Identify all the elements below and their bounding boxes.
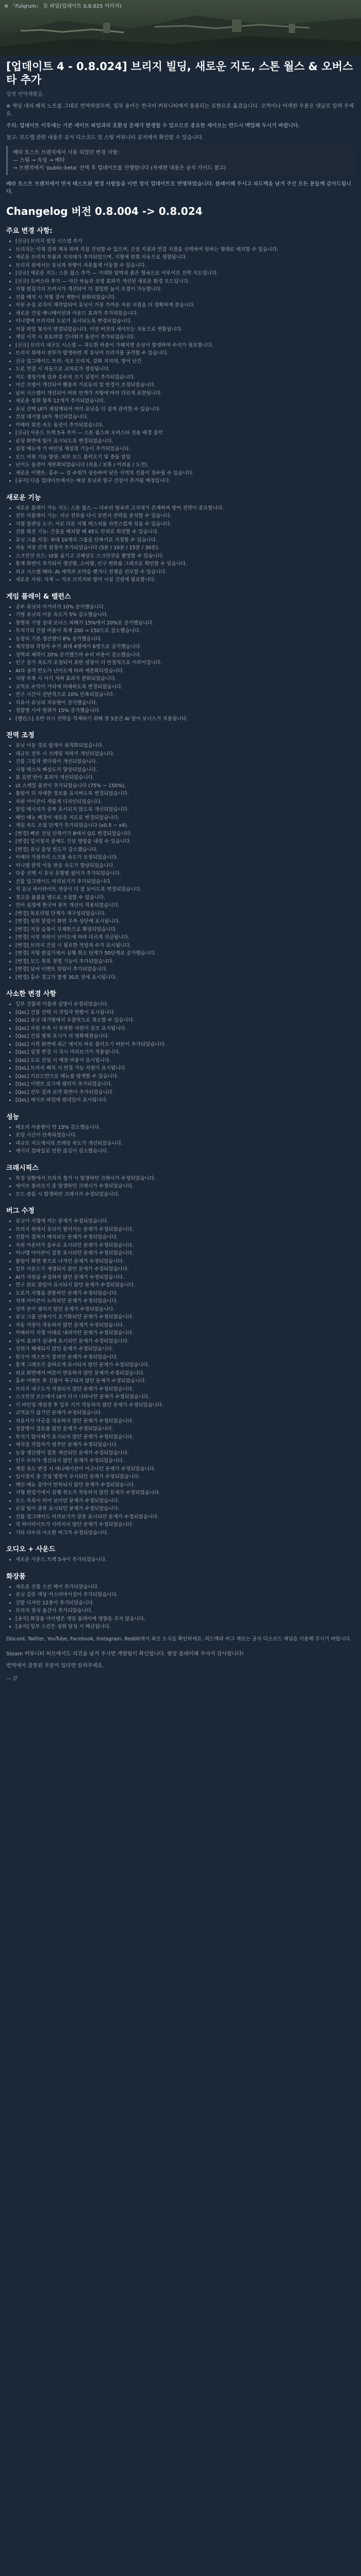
list-item: • [신규] 사운드 트랙 5곡 추가 — 스톤 월스와 오버스타 전용 배경 음악 — [15, 430, 355, 437]
list-item: • 건설 대기열 UI가 개선되었습니다. — [15, 414, 355, 421]
list-item: • 유닛 이동 경로 탐색이 최적화되었습니다. — [15, 742, 355, 750]
list-item: • 브리지 위에서 유닛이 떨어지는 문제가 수정되었습니다. — [15, 1226, 355, 1233]
list-item: • 브리지 내구도가 저장되지 않던 문제가 수정되었습니다. — [15, 1386, 355, 1393]
list-item: • [밸런스] 초반 러시 전략을 억제하기 위해 첫 5분간 AI 방어 보너스가 적용됩니다. — [15, 716, 355, 723]
list-item: • [QoL] 자원 부족 시 부족한 자원이 강조 표시됩니다. — [15, 1025, 355, 1032]
list-item: • 게임 속도 조절 단계가 추가되었습니다 (x0.5 ~ x4). — [15, 822, 355, 829]
list-item: • 도로가 지형을 관통하던 문제가 수정되었습니다. — [15, 1290, 355, 1297]
list-item: • [변경] 저장 슬롯이 무제한으로 확장되었습니다. — [15, 926, 355, 934]
hero-banner — [0, 0, 361, 56]
list-item: • 건물 업그레이드 미리보기가 추가되었습니다. — [15, 878, 355, 886]
list-item: • 새로운 브리지 부품과 지지대가 추가되었으며, 지형에 맞춰 자동으로 정렬됩니다. — [15, 254, 355, 261]
list-item: • 유닛 그룹 단축키가 초기화되던 문제가 수정되었습니다. — [15, 1314, 355, 1321]
list-item: • 건물 그림자 렌더링이 개선되었습니다. — [15, 758, 355, 766]
list-item: • 미니맵에 브리지와 도로가 표시되도록 변경되었습니다. — [15, 318, 355, 325]
list-item: • [신규] 브리지 빌딩 시스템 추가 — [15, 238, 355, 245]
list-item: • 경고음 볼륨을 별도로 조절할 수 있습니다. — [15, 894, 355, 902]
list-item: • AI가 자원을 수집하지 않던 문제가 수정되었습니다. — [15, 1274, 355, 1281]
list-item: • [QoL] 시작 화면에 최근 세이브 바로 불러오기 버튼이 추가되었습니다. — [15, 1041, 355, 1048]
section-heading: 게임 플레이 & 밸런스 — [6, 592, 71, 601]
list-item: • 지형 편집기에서 실행 취소가 작동하지 않던 문제가 수정되었습니다. — [15, 1489, 355, 1497]
list-item: • 채석장의 작업자 수가 최대 4명에서 6명으로 증가했습니다. — [15, 643, 355, 651]
list-item: • 게임 속도 변경 시 애니메이션이 어긋나던 문제가 수정되었습니다. — [15, 1466, 355, 1473]
outro-paragraph-2: 번역에서 잘못된 부분이 있다면 알려주세요. — [6, 1663, 104, 1669]
list-item: • 창병의 기병 상대 보너스 피해가 15%에서 20%로 증가했습니다. — [15, 620, 355, 627]
list-item: • 자동 저장이 작동하지 않던 문제가 수정되었습니다. — [15, 1322, 355, 1329]
list-item: • 카메라 가장자리 스크롤 속도가 조정되었습니다. — [15, 854, 355, 861]
section-list — [6, 1175, 355, 1198]
list-item: • 연구 시간이 전반적으로 10% 단축되었습니다. — [15, 691, 355, 699]
list-item: • 난이도 옵션이 세분화되었습니다 (쉬움 / 보통 / 어려움 / 도전). — [15, 462, 355, 469]
list-item: • 메인 메뉴 음악이 반복되지 않던 문제가 수정되었습니다. — [15, 1482, 355, 1489]
list-item: • 유닛 선택 UI가 재설계되어 여러 유닛을 더 쉽게 관리할 수 있습니다. — [15, 406, 355, 413]
list-item: • 교역로 수익이 거리에 비례하도록 변경되었습니다. — [15, 684, 355, 691]
list-item: • 새로운 사운드 트랙 5곡이 추가되었습니다. — [15, 1556, 355, 1564]
list-item: • [QoL] 키보드만으로 메뉴를 탐색할 수 있습니다. — [15, 1073, 355, 1080]
list-item: • 메인 메뉴 배경이 새로운 지도로 변경되었습니다. — [15, 815, 355, 822]
list-item: • 채석장 작업자가 멈추던 문제가 수정되었습니다. — [15, 1442, 355, 1449]
list-item: • 새로운 건설 애니메이션과 사운드 효과가 추가되었습니다. — [15, 310, 355, 317]
list-item: • 키 바인딩 재설정 후 일부 키가 작동하지 않던 문제가 수정되었습니다. — [15, 1402, 355, 1409]
list-item: • 스크린샷 모드에서 UI가 다시 나타나던 문제가 수정되었습니다. — [15, 1394, 355, 1401]
section-list — [6, 505, 355, 584]
hero-caption: ※ 「Fulqrum」 등 파일(업데이트 0.8.025 이미지) — [4, 4, 122, 9]
list-item: • 건물 회전 기능: 건물을 배치할 때 45도 단위로 회전할 수 있습니다. — [15, 529, 355, 536]
list-item: • 기타 다수의 사소한 버그가 수정되었습니다. — [15, 1530, 355, 1537]
list-item: • 성취가 해제되지 않던 문제가 수정되었습니다. — [15, 1346, 355, 1353]
list-item: • 농장의 기본 생산량이 8% 증가했습니다. — [15, 636, 355, 643]
changelog-sections — [6, 225, 355, 1631]
list-item: • 로딩 팁이 중복 표시되던 문제가 수정되었습니다. — [15, 1505, 355, 1513]
list-item: • 교역로가 끊기던 문제가 수정되었습니다. — [15, 1410, 355, 1417]
changelog-title: Changelog 버전 0.8.004 -> 0.8.024 — [6, 205, 203, 217]
list-item: • 유닛이 지형에 끼는 문제가 수정되었습니다. — [15, 1218, 355, 1225]
list-item: • 일시정지 중 건설 명령이 무시되던 문제가 수정되었습니다. — [15, 1473, 355, 1481]
section-heading: 버그 수정 — [6, 1207, 35, 1215]
list-item: • UI 스케일 옵션이 추가되었습니다 (75% ~ 150%). — [15, 783, 355, 790]
list-item: • 대규모 지도에서의 프레임 속도가 개선되었습니다. — [15, 1140, 355, 1147]
list-item: • [공지] 일부 스킨은 성취 달성 시 해금됩니다. — [15, 1623, 355, 1631]
list-item: • 전투 리플레이 기능: 지난 전투를 다시 보면서 전략을 분석할 수 있습니다. — [15, 513, 355, 520]
list-item: • [QoL] 이벤트 로그에 필터가 추가되었습니다. — [15, 1081, 355, 1088]
section-heading: 오디오 + 사운드 — [6, 1546, 56, 1553]
list-item: • [QoL] 도로 건설 시 예상 비용이 표시됩니다. — [15, 1057, 355, 1064]
list-item: • [변경] 유닛 음성 빈도가 감소했습니다. — [15, 846, 355, 854]
list-item: • [QoL] 건설 범위 표시가 더 명확해졌습니다. — [15, 1033, 355, 1040]
section-heading: 크래시픽스 — [6, 1164, 39, 1172]
outro-paragraph: Steam 커뮤니티 허브에서도 의견을 남겨 주시면 개발팀이 확인합니다. 항상 플레이해 주셔서 감사합니다! — [6, 1651, 244, 1657]
list-item: • 저장 파일 형식이 변경되었습니다. 이전 버전의 세이브는 자동으로 변환됩니다. — [15, 326, 355, 333]
list-item: • 모드 목록이 비어 보이던 문제가 수정되었습니다. — [15, 1498, 355, 1505]
list-item: • 카메라가 지형 아래로 내려가던 문제가 수정되었습니다. — [15, 1330, 355, 1337]
list-item: • 농장 생산량이 잘못 계산되던 문제가 수정되었습니다. — [15, 1450, 355, 1457]
list-item: • 궁수 유닛의 사거리가 10% 증가했습니다. — [15, 604, 355, 611]
intro-paragraph-2: 주의: 업데이트 이후에는 기존 세이브 파일과의 호환성 문제가 발생할 수 있으므로 중요한 세이브는 반드시 백업해 두시기 바랍니다. — [6, 123, 300, 129]
notice-line-2: — 스팀 → 속성 → 베타 — [13, 158, 65, 163]
list-item: • [변경] 튜토리얼 단계가 재구성되었습니다. — [15, 910, 355, 918]
list-item: • 적 하이라이트가 사라지지 않던 문제가 수정되었습니다. — [15, 1521, 355, 1529]
list-item: • 성벽 문이 열리지 않던 문제가 수정되었습니다. — [15, 1306, 355, 1313]
list-item: • 날씨 시스템이 개선되어 비와 안개가 지형에 따라 다르게 표현됩니다. — [15, 390, 355, 397]
notice-line-3: → 브랜치에서 ‘public-beta’ 선택 후 업데이트를 진행합니다 (자세한 내용은 공식 가이드 참고) — [13, 165, 226, 171]
list-item: • 자원 수집 로직이 재작업되어 유닛이 가장 가까운 자원 지점을 더 정확하게 찾습니다. — [15, 302, 355, 309]
list-item: • 새로운 플레이 가능 지도: 스톤 월스 — 다수의 협곡과 고지대가 존재하며 방어 전략이 중요합니다. — [15, 505, 355, 512]
author-signoff: — 끝 — [6, 1675, 18, 1682]
list-item: • 카메라 회전 속도 옵션이 추가되었습니다. — [15, 422, 355, 429]
list-item: • 툴팁이 더 자세한 정보를 표시하도록 변경되었습니다. — [15, 790, 355, 798]
list-item: • 특정 상황에서 브리지 철거 시 발생하던 크래시가 수정되었습니다. — [15, 1175, 355, 1182]
list-item: • 날씨 효과가 실내에 표시되던 문제가 수정되었습니다. — [15, 1338, 355, 1345]
list-item: • 새로운 자원: 석재 — 석조 브리지와 방어 시설 건설에 필요합니다. — [15, 577, 355, 584]
list-item: • 세이브 불러오기 중 발생하던 크래시가 수정되었습니다. — [15, 1183, 355, 1190]
list-item: • 건물 배치 시 지형 경사 제한이 완화되었습니다. — [15, 294, 355, 301]
list-item: • 지형 텍스처 해상도가 향상되었습니다. — [15, 767, 355, 774]
section-list — [6, 1124, 355, 1155]
list-item: • 건물 업그레이드 미리보기가 잘못 표시되던 문제가 수정되었습니다. — [15, 1514, 355, 1521]
list-item: • 유닛 갑옷 색상 커스터마이징이 추가되었습니다. — [15, 1591, 355, 1599]
section-heading: 주요 변경 사항: — [6, 227, 53, 235]
list-item: • 신규 업그레이드 트리: 석조 브리지, 강화 지지대, 방어 난간 — [15, 358, 355, 365]
list-item: • 새로운 건물 스킨 팩이 추가되었습니다. — [15, 1584, 355, 1591]
list-item: • 언어 설정에 한국어 폰트 개선이 적용되었습니다. — [15, 902, 355, 909]
list-item: • [변경] 지형 편집기에서 실행 취소 단계가 50단계로 증가했습니다. — [15, 950, 355, 957]
list-item: • 새로운 이벤트: 홍수 — 강 수위가 상승하여 낮은 지역의 건물이 침수될 수 있습니다. — [15, 470, 355, 477]
list-item: • 외교 시스템 베타: AI 세력과 조약을 맺거나 전쟁을 선포할 수 있습니다. — [15, 569, 355, 576]
list-item: • 브리지 위에서는 유닛과 차량이 자유롭게 이동할 수 있습니다. — [15, 262, 355, 269]
list-item: • [QoL] 건물 선택 시 작업자 현황이 표시됩니다. — [15, 1009, 355, 1016]
article-title: [업데이트 4 - 0.8.024] 브리지 빌딩, 새로운 지도, 스톤 월스 & 오버스타 추가 — [6, 60, 353, 86]
list-item: • 자동 저장 간격 설정이 추가되었습니다 (5분 / 10분 / 15분 / 30분). — [15, 545, 355, 552]
notice-line-1: 베타 토스트 브랜치에서 사용 되었던 변경 사항: — [13, 150, 119, 156]
article-body — [0, 56, 361, 1682]
list-item: • 투석기의 건설 비용이 목재 200 → 150으로 감소했습니다. — [15, 628, 355, 635]
section-list — [6, 1001, 355, 1104]
intro-paragraph-3: 참고: 로드맵 관련 내용은 공식 디스코드 및 스팀 커뮤니티 공지에서 확인할 수 있습니다. — [6, 135, 204, 141]
list-item: • [QoL] 브리지 배치 시 연결 가능 지점이 표시됩니다. — [15, 1065, 355, 1072]
list-item: • 지형 편집기의 브러시가 개선되어 더 정밀한 높이 조절이 가능합니다. — [15, 286, 355, 293]
list-item: • 적 유닛 하이라이트 색상이 더 잘 보이도록 변경되었습니다. — [15, 886, 355, 893]
list-item: • 기병 유닛의 이동 속도가 5% 감소했습니다. — [15, 612, 355, 619]
section-heading: 전역 조정 — [6, 732, 35, 739]
list-item: • 물 표면 반사 효과가 개선되었습니다. — [15, 774, 355, 782]
list-item: • 새로운 성취 항목 12개가 추가되었습니다. — [15, 398, 355, 405]
list-item: • 지도 생성기에 강과 호수의 크기 설정이 추가되었습니다. — [15, 374, 355, 381]
list-item: • 연구 완료 알림이 표시되지 않던 문제가 수정되었습니다. — [15, 1282, 355, 1289]
list-item: • 일부 사운드가 재생되지 않던 문제가 수정되었습니다. — [15, 1266, 355, 1273]
list-item: • 자원 아이콘이 새롭게 디자인되었습니다. — [15, 799, 355, 806]
section-list — [6, 1556, 355, 1564]
list-item: • 치유사가 아군을 치유하지 않던 문제가 수정되었습니다. — [15, 1418, 355, 1425]
list-item: • 툴팁이 화면 밖으로 나가던 문제가 수정되었습니다. — [15, 1258, 355, 1265]
list-item: • 설정 메뉴에 키 바인딩 재설정 기능이 추가되었습니다. — [15, 446, 355, 453]
list-item: • 브리지 장식 옵션이 추가되었습니다. — [15, 1607, 355, 1615]
list-item: • [변경] 날씨 이벤트 알림이 추가되었습니다. — [15, 966, 355, 973]
list-item: • 대규모 전투 시 프레임 저하가 개선되었습니다. — [15, 751, 355, 758]
list-item: • [QoL] 전투 결과 요약 화면이 추가되었습니다. — [15, 1089, 355, 1096]
list-item: • 유닛 그룹 지정: 최대 10개의 그룹을 단축키로 지정할 수 있습니다. — [15, 537, 355, 544]
list-item: • 야간 조명이 개선되어 횃불과 가로등의 빛 반경이 조정되었습니다. — [15, 382, 355, 389]
list-item: • 미니맵 클릭 이동 반응 속도가 향상되었습니다. — [15, 862, 355, 870]
list-item: • 한국어 텍스트가 잘리던 문제가 수정되었습니다. — [15, 1354, 355, 1361]
list-item: • [변경] 성취 알림이 화면 우측 상단에 표시됩니다. — [15, 918, 355, 925]
section-heading: 사소한 변경 사항 — [6, 990, 56, 998]
list-item: • [변경] 브리지 건설 시 필요한 작업자 수가 표시됩니다. — [15, 942, 355, 950]
list-item: • 성벽의 체력이 20% 증가했으며 수리 비용이 감소했습니다. — [15, 652, 355, 659]
list-item: • [변경] 시작 자원이 난이도에 따라 다르게 지급됩니다. — [15, 934, 355, 941]
list-item: • 식량 부족 시 사기 저하 효과가 완화되었습니다. — [15, 675, 355, 683]
section-list — [6, 1584, 355, 1631]
list-item: • 인구 수치가 갱신되지 않던 문제가 수정되었습니다. — [15, 1458, 355, 1465]
section-list — [6, 742, 355, 981]
list-item: • 알림 메시지가 중복 표시되지 않도록 개선되었습니다. — [15, 806, 355, 814]
list-item: • [변경] 빠른 건설 단축키가 B에서 Q로 변경되었습니다. — [15, 831, 355, 838]
list-item: • 정찰병 시야 범위가 15% 증가했습니다. — [15, 707, 355, 715]
social-links[interactable]: Discord, Twitter, YouTube, Facebook, Instagram, Reddit에서 최신 소식을 확인하세요. 피드백과 버그 제보는 공식 디스코드 채널을 이용해 주시기 바랍니다. — [6, 1636, 352, 1642]
list-item: • 건물이 겹쳐서 배치되는 문제가 수정되었습니다. — [15, 1234, 355, 1241]
section-heading: 화장품 — [6, 1572, 26, 1581]
list-item: • [신규] 브리지 내구도 시스템 — 과도한 하중이 가해지면 손상이 발생하며 수리가 필요합니다. — [15, 342, 355, 349]
list-item: • AI의 공격 빈도가 난이도에 따라 세분화되었습니다. — [15, 668, 355, 675]
list-item: • 정찰병이 경로를 잃던 문제가 수정되었습니다. — [15, 1426, 355, 1433]
list-item: • [신규] 오버스타 추가 — 야간 하늘과 조명 효과가 개선된 새로운 환경 모드입니다. — [15, 278, 355, 285]
list-item: • [QoL] 유닛 대기열에서 우클릭으로 취소할 수 있습니다. — [15, 1017, 355, 1024]
list-item: • [QoL] 세이브 파일에 썸네일이 표시됩니다. — [15, 1097, 355, 1104]
list-item: • 미니맵 아이콘이 잘못 표시되던 문제가 수정되었습니다. — [15, 1250, 355, 1257]
list-item: • 브리지 위에서 전투가 발생하면 적 유닛이 브리지를 공격할 수 있습니다. — [15, 350, 355, 357]
list-item: • 외교 화면에서 버튼이 반응하지 않던 문제가 수정되었습니다. — [15, 1370, 355, 1377]
section-heading: 성능 — [6, 1113, 20, 1121]
section-heading: 새로운 기능 — [6, 494, 41, 502]
list-item: • 자원 카운터가 음수로 표시되던 문제가 수정되었습니다. — [15, 1242, 355, 1249]
list-item: • [변경] 일시정지 중에도 건설 명령을 내릴 수 있습니다. — [15, 838, 355, 845]
notice-box — [6, 146, 355, 175]
list-item: • 인구 증가 속도가 조정되어 초반 성장이 더 안정적으로 이루어집니다. — [15, 659, 355, 667]
section-list — [6, 238, 355, 485]
list-item: • [신규] 새로운 지도: 스톤 월스 추가 — 거대한 암벽과 좁은 협곡으로 이루어진 전략 지도입니다. — [15, 270, 355, 277]
list-item: • 지형 블렌딩 도구: 서로 다른 지형 텍스처를 자연스럽게 섞을 수 있습니다. — [15, 521, 355, 528]
list-item: • 모드 지원 기능 향상: 외부 모드 불러오기 및 충돌 알림 — [15, 454, 355, 461]
intro-paragraph-1: ※ 게임 내의 패치 노트를 그대로 번역하였으며, 일부 용어는 한국어 커뮤니티에서 통용되는 표현으로 옮겼습니다. 오역이나 어색한 부분은 댓글로 알려 주세요. — [6, 104, 354, 117]
list-item: • 통계 화면이 추가되어 생산량, 소비량, 인구 변화를 그래프로 확인할 수 있습니다. — [15, 561, 355, 568]
article-meta: 업뎃 번역해봤음. — [6, 92, 44, 97]
list-item: • 메모리 사용량이 약 15% 감소했습니다. — [15, 1124, 355, 1131]
list-item: • [변경] 홍수 경고가 발생 30초 전에 표시됩니다. — [15, 974, 355, 981]
list-item: • 통계 그래프가 올바르게 표시되지 않던 문제가 수정되었습니다. — [15, 1362, 355, 1369]
list-item: • 일부 건물의 이름과 설명이 수정되었습니다. — [15, 1001, 355, 1008]
list-item: • 모드 충돌 시 발생하던 크래시가 수정되었습니다. — [15, 1191, 355, 1198]
list-item: • 로딩 화면에 팁이 표시되도록 변경되었습니다. — [15, 438, 355, 445]
list-item: • 치유사 유닛의 치유량이 증가했습니다. — [15, 700, 355, 707]
list-item: • 다중 선택 시 유닛 유형별 필터가 추가되었습니다. — [15, 870, 355, 877]
list-item: • 셰이더 컴파일로 인한 끊김이 감소했습니다. — [15, 1148, 355, 1155]
list-item: • 브리지는 이제 강과 계곡 위에 직접 건설할 수 있으며, 건설 지점과 연결 지점을 선택하여 원하는 형태로 배치할 수 있습니다. — [15, 246, 355, 253]
list-item: • 깃발 디자인 12종이 추가되었습니다. — [15, 1600, 355, 1607]
notice-paragraph: 베타 토스트 브랜치에서 먼저 테스트된 변경 사항들을 이번 정식 업데이트로 반영하였습니다. 플레이해 주시고 피드백을 남겨 주신 모든 분들께 감사드립니다. — [6, 181, 351, 195]
section-list — [6, 1218, 355, 1536]
list-item: • 로딩 시간이 단축되었습니다. — [15, 1132, 355, 1139]
list-item: • [공지] 화장품 아이템은 게임 플레이에 영향을 주지 않습니다. — [15, 1616, 355, 1623]
list-item: • 투석기 발사체가 표시되지 않던 문제가 수정되었습니다. — [15, 1434, 355, 1441]
list-item: • 홍수 이벤트 후 건물이 복구되지 않던 문제가 수정되었습니다. — [15, 1378, 355, 1385]
list-item: • [공지] 다음 업데이트에서는 해상 유닛과 항구 건설이 추가될 예정입니다. — [15, 478, 355, 485]
list-item: • 스크린샷 모드: UI를 숨기고 고해상도 스크린샷을 촬영할 수 있습니다. — [15, 553, 355, 560]
list-item: • 석재 아이콘이 누락되던 문제가 수정되었습니다. — [15, 1298, 355, 1305]
section-list — [6, 604, 355, 723]
list-item: • [QoL] 설정 변경 시 즉시 미리보기가 적용됩니다. — [15, 1049, 355, 1056]
list-item: • [변경] 모드 목록 정렬 기능이 추가되었습니다. — [15, 958, 355, 965]
list-item: • 게임 시작 시 튜토리얼 건너뛰기 옵션이 추가되었습니다. — [15, 334, 355, 341]
list-item: • 도로 연결 시 자동으로 교차로가 생성됩니다. — [15, 366, 355, 373]
